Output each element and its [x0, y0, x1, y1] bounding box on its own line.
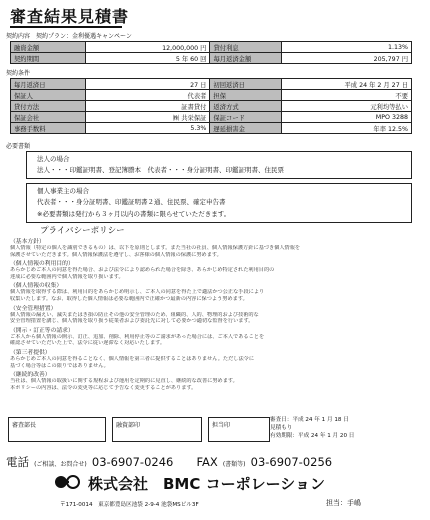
- table-cell: 代表者: [85, 90, 210, 101]
- review-label: 審査部長: [12, 422, 37, 429]
- privacy-body: [10, 236, 420, 391]
- table-row: [11, 53, 412, 64]
- fax-note: (書類等): [222, 461, 246, 468]
- privacy-heading: （安全管理措置）: [10, 305, 57, 312]
- table-cell: 担保: [210, 90, 282, 101]
- privacy-heading: （個人情報の利用目的）: [10, 261, 74, 268]
- conditions-table: [10, 78, 412, 134]
- docs-label: 必要書類: [6, 143, 31, 150]
- table-cell: 元利均等払い: [282, 101, 412, 112]
- loan-stamp-box: [112, 417, 202, 442]
- valid-until: 有効期限：平成 24 年 1 月 20 日: [270, 433, 355, 439]
- privacy-heading: （第三者提供）: [10, 349, 51, 356]
- corp-docs-text: 法人・・・印鑑証明書、登記簿謄本 代表者・・・身分証明書、印鑑証明書、住民票: [37, 166, 284, 174]
- fax-number: 03-6907-0256: [250, 455, 333, 469]
- privacy-line: 本ポリシーの内容は、法令の変更等に応じて予告なく変更することがあります。: [10, 384, 197, 391]
- corp-heading: 法人の場合: [37, 155, 70, 163]
- table-cell: 27 日: [85, 79, 210, 90]
- privacy-line: 確認させていただいた上で、法令に従い遅滞なく対応いたします。: [10, 340, 166, 347]
- table-cell: 12,000,000 円: [85, 42, 210, 53]
- loan-label: 融資部印: [116, 422, 141, 429]
- table-cell: MPO 3288: [282, 112, 412, 123]
- privacy-line: あらかじめご本人の同意を得た場合、および法令により認められた場合を除き、あらかじめ特定された利用目的の: [10, 267, 275, 274]
- table-cell: 貸付利息: [210, 42, 282, 53]
- privacy-line: 保護させていただきます。個人情報保護法を遵守し、お客様の個人情報の保護に努めます。: [10, 251, 222, 258]
- review-stamp-box: [8, 417, 106, 442]
- estimate-label: 見積もり: [270, 425, 293, 431]
- table-cell: 事務手数料: [11, 123, 86, 134]
- title-underline: [10, 26, 122, 28]
- table-cell: 5 年 60 回: [85, 53, 210, 64]
- date-block: [270, 416, 418, 440]
- individual-heading: 個人事業主の場合: [37, 187, 89, 195]
- table-row: [11, 79, 412, 90]
- privacy-heading: （個人情報の収集）: [10, 283, 63, 290]
- privacy-line: 達成に必要な範囲内で個人情報を取り扱います。: [10, 273, 124, 280]
- tel-label: 電話: [6, 455, 29, 469]
- privacy-title: プライバシーポリシー: [40, 226, 125, 236]
- review-date: 審査日：平成 24 年 1 月 18 日: [270, 417, 349, 423]
- tel-note: (ご相談、お問合せ): [34, 461, 87, 468]
- contact-line: [6, 451, 332, 470]
- privacy-line: 個人情報の漏えい、滅失またはき損の防止その他の安全管理のため、組織的、人的、物理的および技術的な: [10, 311, 259, 318]
- contract-label: 契約内容 契約プラン：金利優遇キャンペーン: [6, 33, 132, 40]
- table-row: [11, 90, 412, 101]
- privacy-heading: （開示・訂正等の請求）: [10, 327, 74, 334]
- table-cell: 保証会社: [11, 112, 86, 123]
- table-cell: 遅延損害金: [210, 123, 282, 134]
- table-cell: 1.13%: [282, 42, 412, 53]
- table-row: [11, 101, 412, 112]
- company-staff: 担当：手嶋: [326, 499, 361, 507]
- table-cell: 保証コード: [210, 112, 282, 123]
- privacy-line: ご本人から個人情報の開示、訂正、追加、削除、利用停止等のご請求があった場合には、ご本人であることを: [10, 333, 265, 340]
- company-logo-icon: [54, 472, 80, 492]
- privacy-line: 基づく場合等はこの限りではありません。: [10, 362, 109, 369]
- corp-docs-box: [26, 151, 412, 179]
- privacy-line: 当社は、個人情報の取扱いに関する規程および運用を定期的に見直し、継続的な改善に努めます。: [10, 378, 238, 385]
- staff-label: 担当印: [212, 422, 231, 429]
- table-cell: 平成 24 年 2 月 27 日: [282, 79, 412, 90]
- contract-table: [10, 41, 412, 64]
- table-cell: 毎月返済日: [11, 79, 86, 90]
- privacy-line: 収集いたします。なお、取得した個人情報は必要な範囲内で正確かつ最新の内容に保つよう努めます。: [10, 295, 248, 302]
- staff-stamp-box: [208, 417, 270, 442]
- table-cell: 205,797 円: [282, 53, 412, 64]
- table-row: [11, 42, 412, 53]
- table-cell: 不要: [282, 90, 412, 101]
- privacy-line: 個人情報（特定の個人を識別できるもの）は、以下を原則とします。また当社の社員、個人情報保護方針に基づき個人情報を: [10, 245, 301, 251]
- privacy-line: あらかじめご本人の同意を得ることなく、個人情報を第三者に提供することはありません。ただし法令に: [10, 355, 255, 362]
- table-cell: 初回返済日: [210, 79, 282, 90]
- table-row: [11, 123, 412, 134]
- table-cell: 年率 12.5%: [282, 123, 412, 134]
- individual-docs-box: [26, 183, 412, 223]
- table-cell: 保証人: [11, 90, 86, 101]
- company-name: 株式会社 BMC コーポレーション: [88, 475, 325, 493]
- table-cell: 毎月返済金額: [210, 53, 282, 64]
- page-title: 審査結果見積書: [10, 7, 130, 26]
- table-cell: 貸付方法: [11, 101, 86, 112]
- conditions-label: 契約条件: [6, 70, 31, 77]
- fax-label: FAX: [196, 455, 218, 469]
- privacy-heading: （継続的改善）: [10, 372, 51, 379]
- company-address: 〒171-0014 東京都豊島区池袋 2-9-4 池袋MSビル3F: [60, 502, 199, 508]
- privacy-line: 個人情報を取得する際は、利用目的をあらかじめ明示し、ご本人の同意を得た上で適法かつ公正な手段により: [10, 289, 265, 296]
- tel-number: 03-6907-0246: [91, 455, 174, 469]
- table-row: [11, 112, 412, 123]
- table-cell: 返済方式: [210, 101, 282, 112]
- table-cell: 融資金額: [11, 42, 86, 53]
- privacy-line: 安全管理措置を講じ、個人情報を取り扱う従業者および委託先に対して必要かつ適切な監督を行います。: [10, 318, 254, 325]
- individual-docs-text: 代表者・・・身分証明書、印鑑証明書２通、住民票、確定申告書: [37, 198, 226, 206]
- table-cell: 契約期間: [11, 53, 86, 64]
- table-cell: 証書貸付: [85, 101, 210, 112]
- table-cell: ㈱ 共栄保証: [85, 112, 210, 123]
- individual-docs-note: ※必要書類は発行から３ヶ月以内の書類に限らせていただきます。: [37, 210, 231, 218]
- table-cell: 5.3%: [85, 123, 210, 134]
- privacy-heading: （基本方針）: [10, 239, 45, 245]
